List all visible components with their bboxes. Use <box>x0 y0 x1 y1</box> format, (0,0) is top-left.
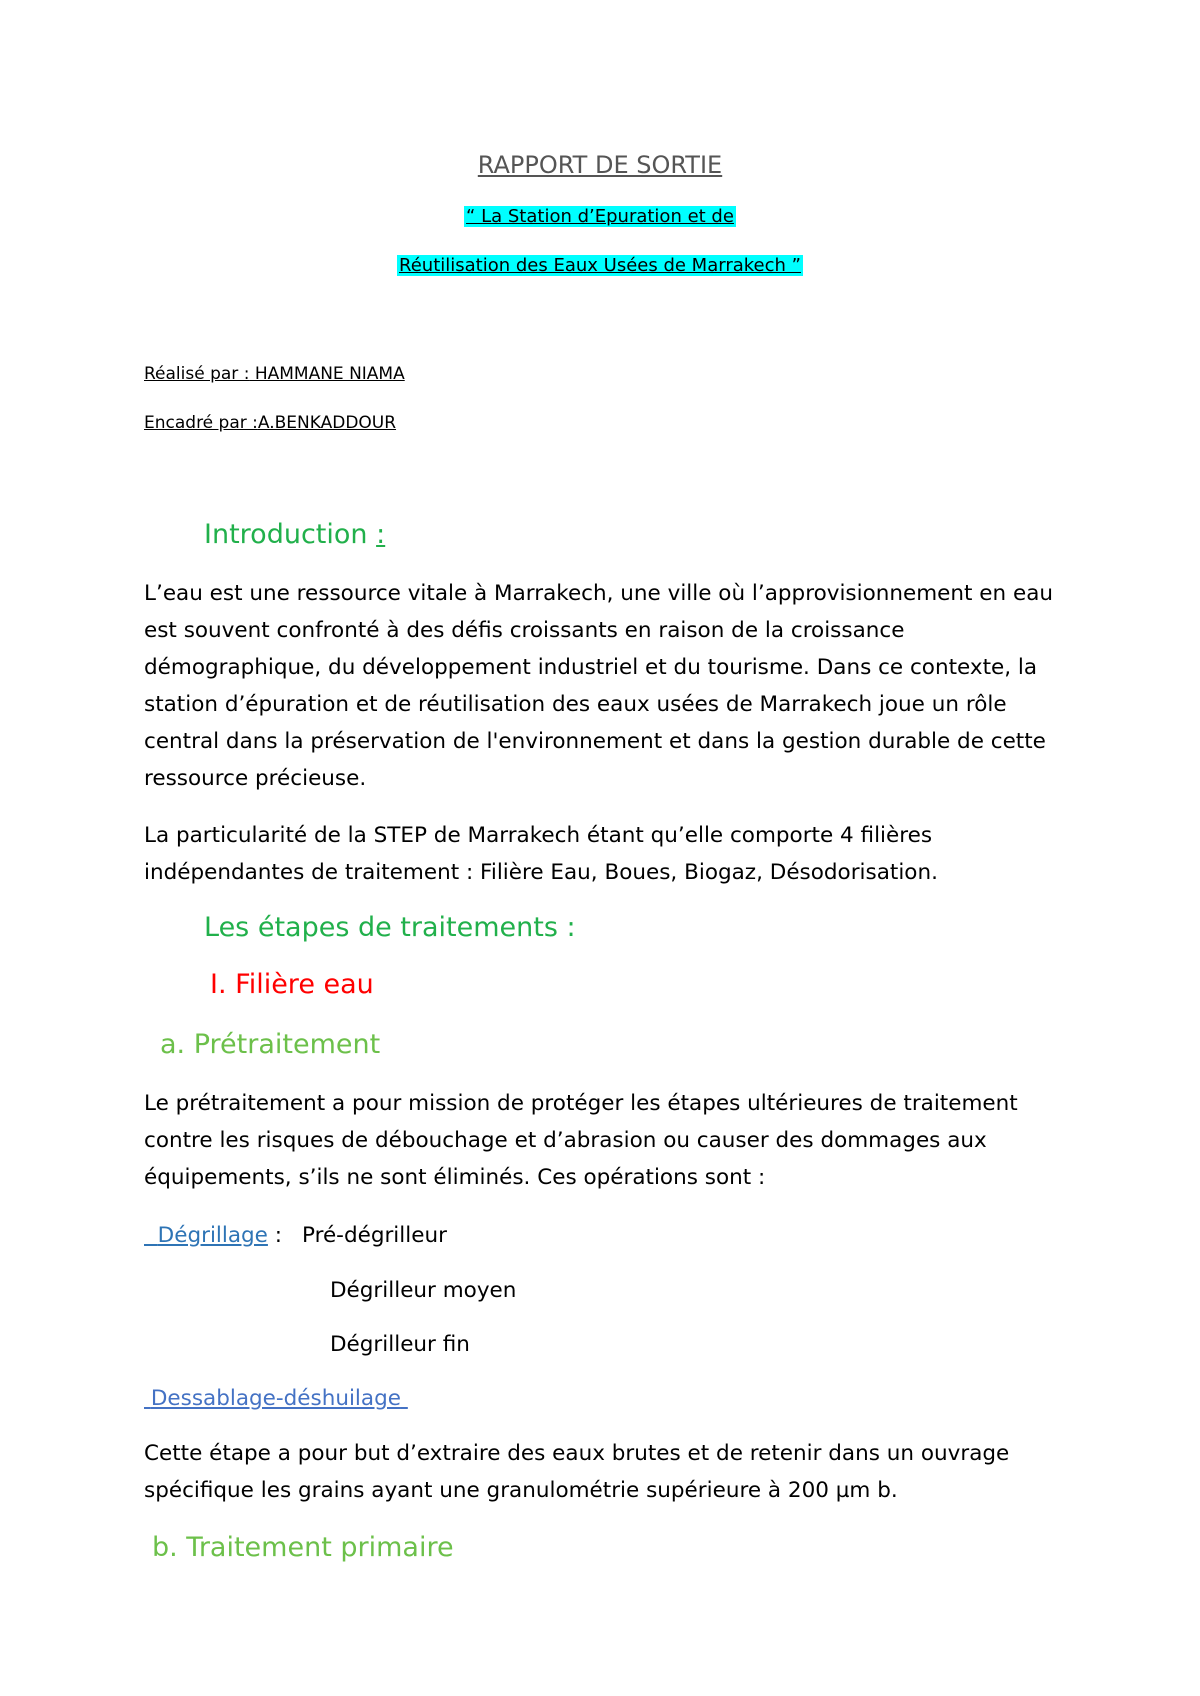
degrillage-item-1: Pré-dégrilleur <box>302 1223 447 1248</box>
dessablage-label-text: Dessablage-déshuilage <box>150 1386 401 1411</box>
introduction-heading-colon: : <box>376 519 386 550</box>
degrillage-colon: : <box>267 1223 282 1248</box>
dessablage-heading <box>144 1384 408 1414</box>
introduction-heading <box>204 517 385 553</box>
introduction-paragraph-1: L’eau est une ressource vitale à Marrakech, une ville où l’approvisionnement en eau est souvent confronté à des défis croissants en raison de la croissance démographique, du développement industriel et du tourisme. Dans ce contexte, la station d’épuration et de réutilisation des eaux usées de Marrakech joue un rôle central dans la préservation de l'environnement et dans la gestion durable de cette ressource précieuse. <box>144 581 1054 791</box>
encadre-par-label: Encadré par : <box>144 413 258 433</box>
etapes-heading: Les étapes de traitements : <box>204 912 576 943</box>
encadre-par-line <box>144 411 396 435</box>
introduction-heading-text: Introduction <box>204 519 377 550</box>
realise-par-label: Réalisé par : <box>144 364 250 384</box>
traitement-primaire-heading: b. Traitement primaire <box>152 1532 454 1563</box>
degrillage-line <box>144 1221 282 1251</box>
subtitle-line-2 <box>0 253 1200 279</box>
subtitle-highlight-1: “ La Station d’Epuration et de <box>466 206 734 227</box>
degrillage-label <box>144 1223 268 1248</box>
pretraitement-paragraph: Le prétraitement a pour mission de protéger les étapes ultérieures de traitement contre les risques de débouchage et d’abrasion ou causer des dommages aux équipements, s’ils ne sont éliminés. Ces opérations sont : <box>144 1091 1018 1190</box>
pretraitement-heading: a. Prétraitement <box>160 1029 381 1060</box>
filiere-eau-heading: I. Filière eau <box>210 969 374 1000</box>
subtitle-line-1 <box>0 204 1200 230</box>
degrillage-item-3: Dégrilleur fin <box>330 1332 470 1357</box>
degrillage-item-2: Dégrilleur moyen <box>330 1278 517 1303</box>
dessablage-label <box>144 1386 408 1411</box>
subtitle-highlight-2: Réutilisation des Eaux Usées de Marrakech ” <box>399 255 801 276</box>
document-title: RAPPORT DE SORTIE <box>477 151 723 179</box>
dessablage-paragraph: Cette étape a pour but d’extraire des eaux brutes et de retenir dans un ouvrage spécifique les grains ayant une granulométrie supérieure à 200 µm b. <box>144 1441 1010 1503</box>
realise-par-line <box>144 362 405 386</box>
encadre-par-value: A.BENKADDOUR <box>257 413 397 433</box>
realise-par-value: HAMMANE NIAMA <box>249 364 405 384</box>
degrillage-label-text: Dégrillage <box>157 1223 268 1248</box>
introduction-paragraph-2: La particularité de la STEP de Marrakech étant qu’elle comporte 4 filières indépendantes de traitement : Filière Eau, Boues, Biogaz, Désodorisation. <box>144 823 938 885</box>
